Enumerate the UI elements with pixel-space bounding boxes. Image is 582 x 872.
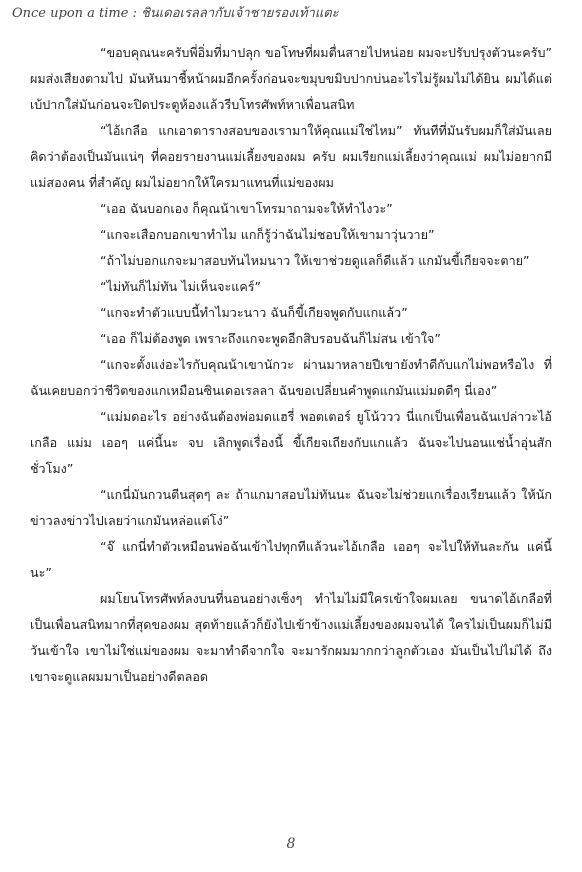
page-number: 8	[286, 836, 296, 852]
paragraph: “จ๊ แกนี่ทำตัวเหมือนพ่อฉันเข้าไปทุกทีแล้วนะไอ้เกลือ เออๆ จะไปให้ทันละกัน แค่นี้นะ”	[30, 539, 552, 580]
paragraph: “เออ ก็ไม่ต้องพูด เพราะถึงแกจะพูดอีกสิบรอบฉันก็ไม่สน เข้าใจ”	[100, 331, 441, 346]
paragraph: “แกจะทำตัวแบบนี้ทำไมวะนาว ฉันก็ขี้เกียจพูดกับแกแล้ว”	[100, 305, 408, 320]
paragraph: “ถ้าไม่บอกแกจะมาสอบทันไหมนาว ให้เขาช่วยดูแลก็ดีแล้ว แกมันขี้เกียจจะตาย”	[100, 253, 530, 268]
body-text	[30, 40, 552, 690]
paragraph: “แกจะตั้งแง่อะไรกับคุณน้าเขานักวะ ผ่านมาหลายปีเขายังทำดีกับแกไม่พอหรือไง ที่ฉันเคยบอกว่าชีวิตของแกเหมือนซินเดอเรลลา ฉันขอเปลี่ยนคำพูดแกมันแม่มดดีๆ นี่เอง”	[30, 357, 552, 398]
running-header: Once upon a time : ชินเดอเรลลากับเจ้าชายรองเท้าแตะ	[12, 6, 339, 21]
paragraph: “ไอ้เกลือ แกเอาตารางสอบของเรามาให้คุณแม่ใช่ไหม” ทันทีที่มันรับผมก็ใส่มันเลย คิดว่าต้องเป็นมันแน่ๆ ที่คอยรายงานแม่เลี้ยงของผม ครับ ผมเรียกแม่เลี้ยงว่าคุณแม่ ผมไม่อยากมีแม่สองคน ที่สำคัญ ผมไม่อยากให้ใครมาแทนที่แม่ของผม	[30, 123, 552, 190]
paragraph: “ขอบคุณนะครับพี่อิ่มที่มาปลุก ขอโทษที่ผมตื่นสายไปหน่อย ผมจะปรับปรุงตัวนะครับ” ผมส่งเสียงตามไป มันหันมาชี้หน้าผมอีกครั้งก่อนจะขมุบขมิบปากบ่นอะไรไม่รู้ผมไม่ได้ยิน ผมได้แต่เบ้ปากใส่มันก่อนจะปิดประตูห้องแล้วรีบโทรศัพท์หาเพื่อนสนิท	[30, 45, 552, 112]
paragraph: “ไม่ทันก็ไม่ทัน ไม่เห็นจะแคร์”	[100, 279, 262, 294]
paragraph: “แม่มดอะไร อย่างฉันต้องพ่อมดแฮรี่ พอตเตอร์ ยูโน้ววว นี่แกเป็นเพื่อนฉันเปล่าวะไอ้เกลือ แม่ม เออๆ แค่นี้นะ จบ เลิกพูดเรื่องนี้ ขี้เกียจเถียงกับแกแล้ว ฉันจะไปนอนแช่น้ำอุ่นสักชั่วโมง”	[30, 409, 552, 476]
paragraph: “แกจะเสือกบอกเขาทำไม แกก็รู้ว่าฉันไม่ชอบให้เขามาวุ่นวาย”	[100, 227, 435, 242]
paragraph: “แกนี่มันกวนตีนสุดๆ ละ ถ้าแกมาสอบไม่ทันนะ ฉันจะไม่ช่วยแกเรื่องเรียนแล้ว ให้นักข่าวลงข่าวไปเลยว่าแกมันหล่อแต่โง่”	[30, 487, 552, 528]
paragraph: “เออ ฉันบอกเอง ก็คุณน้าเขาโทรมาถามจะให้ทำไงวะ”	[100, 201, 393, 216]
paragraph: ผมโยนโทรศัพท์ลงบนที่นอนอย่างเซ็งๆ ทำไมไม่มีใครเข้าใจผมเลย ขนาดไอ้เกลือที่เป็นเพื่อนสนิทมากที่สุดของผม สุดท้ายแล้วก็ยังไปเข้าข้างแม่เลี้ยงของผมจนได้ ใครไม่เป็นผมก็ไม่มีวันเข้าใจ เขาไม่ใช่แม่ของผม จะมาทำดีจากใจ จะมารักผมมากกว่าลูกตัวเอง มันเป็นไปไม่ได้ ถึงเขาจะดูแลผมมาเป็นอย่างดีตลอด	[30, 591, 552, 684]
